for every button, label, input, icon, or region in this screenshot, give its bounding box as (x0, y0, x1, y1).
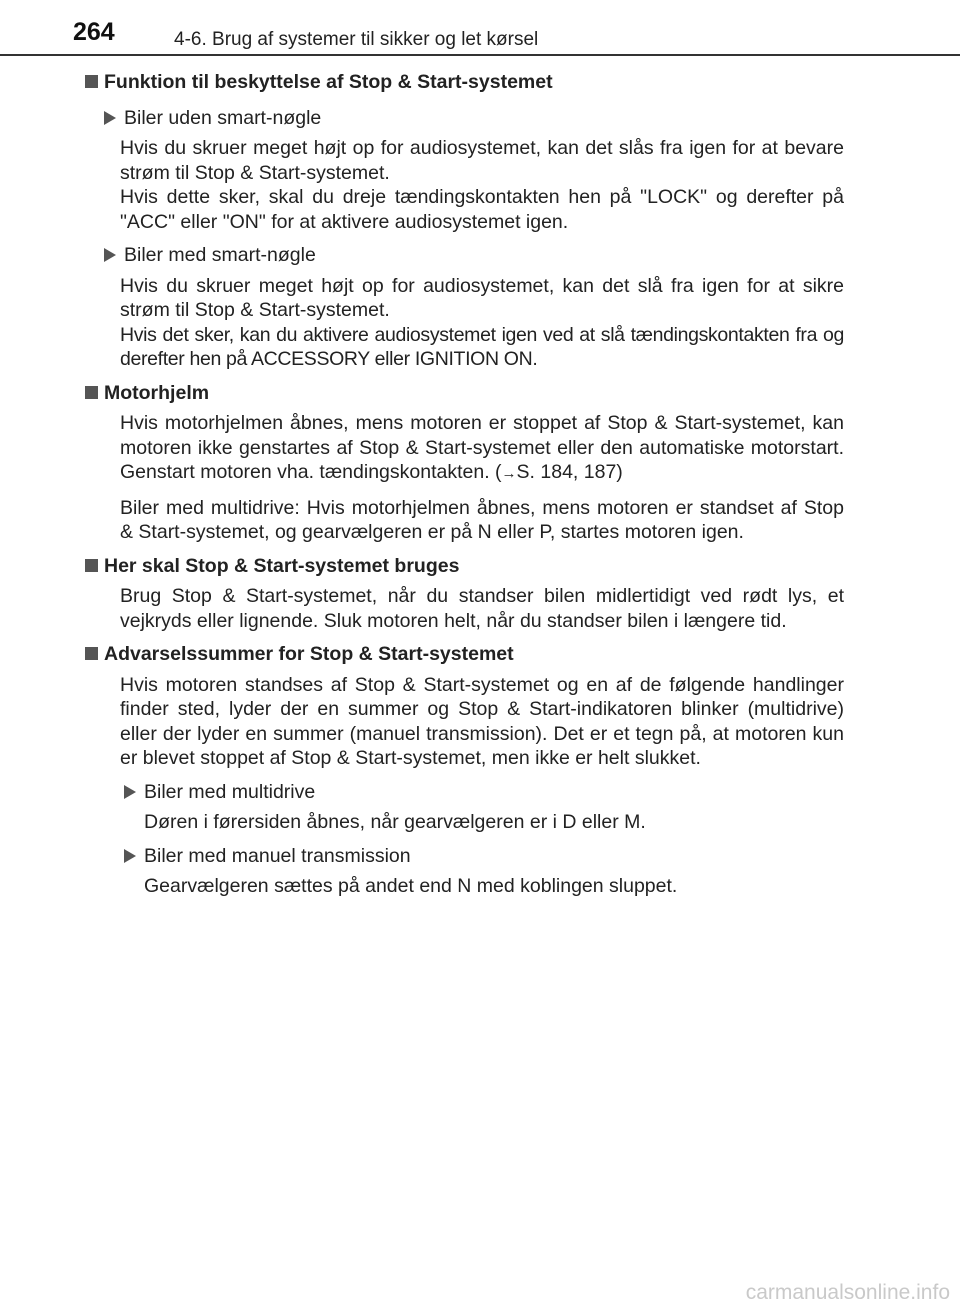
paragraph: Hvis dette sker, skal du dreje tændingskontakten hen på "LOCK" og derefter på "ACC" eller "ON" for at aktivere audiosystemet igen. (120, 186, 844, 233)
header-divider (0, 54, 960, 56)
paragraph: Hvis du skruer meget højt op for audiosystemet, kan det slås fra igen for at bevare strøm til Stop & Start-systemet. (120, 137, 844, 184)
square-bullet-icon (85, 559, 98, 572)
section-title-warning-buzzer (104, 642, 844, 667)
paragraph: Hvis du skruer meget højt op for audiosystemet, kan det slå fra igen for at sikre strøm til Stop & Start-systemet. (120, 274, 844, 321)
paragraph: Døren i førersiden åbnes, når gearvælgeren er i D eller M. (144, 811, 646, 833)
section-title-hood (104, 381, 844, 406)
subsection-title-text: Biler uden smart-nøgle (124, 106, 322, 129)
page-content (104, 70, 844, 908)
subsection-title-multidrive (144, 780, 844, 805)
paragraph: Brug Stop & Start-systemet, når du standser bilen midlertidigt ved rødt lys, et vejkryds eller lignende. Sluk motoren helt, når du standser bilen i længere tid. (120, 585, 844, 632)
square-bullet-icon (85, 386, 98, 399)
paragraph: Biler med multidrive: Hvis motorhjelmen åbnes, mens motoren er standset af Stop & Start-systemet, og gearvælgeren er på N eller P, startes motoren igen. (120, 496, 844, 543)
subsection-title-with-smart-key (124, 243, 844, 268)
page-number: 264 (73, 18, 115, 46)
section-title-when-to-use (104, 554, 844, 579)
triangle-bullet-icon (104, 111, 116, 125)
triangle-bullet-icon (124, 785, 136, 799)
watermark: carmanualsonline.info (745, 1281, 950, 1304)
paragraph: Gearvælgeren sættes på andet end N med koblingen sluppet. (144, 875, 678, 897)
section-title-text: Her skal Stop & Start-systemet bruges (104, 554, 460, 577)
section-title-text: Motorhjelm (104, 381, 210, 404)
page-reference-link[interactable]: S. 184, 187) (516, 461, 623, 483)
paragraph (120, 411, 844, 487)
square-bullet-icon (85, 75, 98, 88)
triangle-bullet-icon (104, 248, 116, 262)
paragraph-text: Hvis motorhjelmen åbnes, mens motoren er stoppet af Stop & Start-systemet, kan motoren ikke genstartes af Stop & Start-systemet eller den automatiske motorstart. Genstart motoren vha. tændingskontakten. ( (120, 412, 844, 483)
section-title-stop-start-protection (104, 70, 844, 95)
paragraph: Hvis motoren standses af Stop & Start-systemet og en af de følgende handlinger finder sted, lyder der en summer og Stop & Start-indikatoren blinker (multidrive) eller der lyder en summer (manuel transmission). Det er et tegn på, at motoren kun er blevet stoppet af Stop & Start-systemet, men ikke er helt slukket. (120, 673, 844, 769)
subsection-title-text: Biler med multidrive (144, 780, 316, 803)
page-header (0, 0, 960, 56)
arrow-right-icon: → (501, 465, 517, 482)
section-title-text: Funktion til beskyttelse af Stop & Start-systemet (104, 71, 553, 93)
subsection-title-without-smart-key (124, 106, 844, 131)
paragraph: Hvis det sker, kan du aktivere audiosystemet igen ved at slå tændingskontakten fra og derefter hen på ACCESSORY eller IGNITION ON. (120, 323, 844, 370)
section-title-text: Advarselssummer for Stop & Start-systemet (104, 643, 514, 665)
chapter-title: 4-6. Brug af systemer til sikker og let kørsel (174, 29, 539, 50)
triangle-bullet-icon (124, 849, 136, 863)
subsection-title-text: Biler med smart-nøgle (124, 244, 316, 266)
square-bullet-icon (85, 647, 98, 660)
subsection-title-text: Biler med manuel transmission (144, 844, 411, 867)
subsection-title-manual-transmission (144, 844, 844, 869)
